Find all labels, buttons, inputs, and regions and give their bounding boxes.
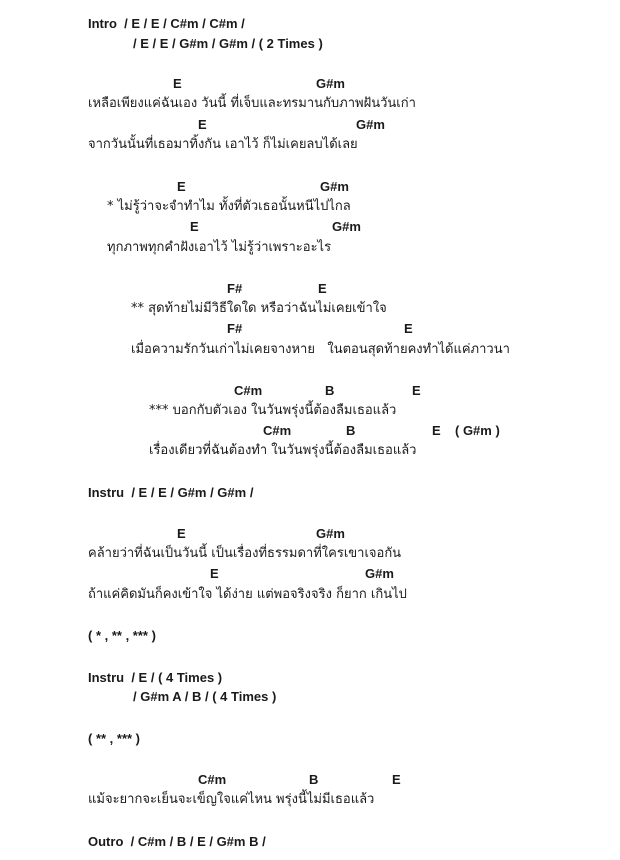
chord: G#m	[316, 526, 345, 541]
chord: B	[309, 772, 319, 787]
chord: G#m	[356, 117, 385, 132]
lyric-line: ** สุดท้ายไม่มีวิธีใดใด หรือว่าฉันไม่เคยเข้าใจ	[131, 301, 387, 316]
chord: C#m	[263, 423, 292, 438]
instru-line: Instru / E / ( 4 Times )	[88, 670, 223, 685]
chord: E	[198, 117, 207, 132]
lyric-line: จากวันนั้นที่เธอมาทิ้งกัน เอาไว้ ก็ไม่เคยลบได้เลย	[88, 137, 358, 152]
chord: G#m	[365, 566, 394, 581]
lyric-line: เหลือเพียงแค่ฉันเอง วันนี้ ที่เจ็บและทรมานกับภาพฝันวันเก่า	[88, 96, 416, 111]
instru-line: / G#m A / B / ( 4 Times )	[133, 689, 277, 704]
outro-line: Outro / C#m / B / E / G#m B /	[88, 834, 266, 849]
lyric-line: คล้ายว่าที่ฉันเป็นวันนี้ เป็นเรื่องที่ธรรมดาที่ใครเขาเจอกัน	[88, 546, 402, 561]
chord: E	[190, 219, 199, 234]
chord: E	[318, 281, 327, 296]
chord: E	[432, 423, 441, 438]
chord: C#m	[234, 383, 263, 398]
lyric-line: ทุกภาพทุกคำฝังเอาไว้ ไม่รู้ว่าเพราะอะไร	[107, 240, 332, 255]
chord: F#	[227, 281, 243, 296]
chord: E	[177, 179, 186, 194]
intro-line-2: / E / E / G#m / G#m / ( 2 Times )	[133, 36, 323, 51]
repeat-marker: ( ** , *** )	[88, 731, 141, 746]
chord: B	[325, 383, 335, 398]
lyric-line: * ไม่รู้ว่าจะจำทำไม ทั้งที่ตัวเธอนั้นหนีไปไกล	[107, 199, 351, 214]
intro-line-1: Intro / E / E / C#m / C#m /	[88, 16, 245, 31]
chord: G#m	[332, 219, 361, 234]
lyric-line: เรื่องเดียวที่ฉันต้องทำ ในวันพรุ่งนี้ต้องลืมเธอแล้ว	[149, 443, 417, 458]
chord: ( G#m )	[455, 423, 500, 438]
lyric-line: เมื่อความรักวันเก่าไม่เคยจางหาย ในตอนสุดท้ายคงทำได้แค่ภาวนา	[131, 342, 510, 357]
chord: E	[404, 321, 413, 336]
chord: F#	[227, 321, 243, 336]
chord: E	[210, 566, 219, 581]
lyric-line: แม้จะยากจะเย็นจะเข็ญใจแค่ไหน พรุ่งนี้ไม่มีเธอแล้ว	[88, 792, 375, 807]
chord: G#m	[320, 179, 349, 194]
lyric-line: ถ้าแค่คิดมันก็คงเข้าใจ ได้ง่าย แต่พอจริงจริง ก็ยาก เกินไป	[88, 587, 407, 602]
chord: B	[346, 423, 356, 438]
chord: C#m	[198, 772, 227, 787]
chord: E	[173, 76, 182, 91]
repeat-marker: ( * , ** , *** )	[88, 628, 156, 643]
lyric-line: *** บอกกับตัวเอง ในวันพรุ่งนี้ต้องลืมเธอแล้ว	[149, 403, 397, 418]
chord: E	[177, 526, 186, 541]
instru-line: Instru / E / E / G#m / G#m /	[88, 485, 254, 500]
chord: G#m	[316, 76, 345, 91]
chord: E	[392, 772, 401, 787]
chord: E	[412, 383, 421, 398]
